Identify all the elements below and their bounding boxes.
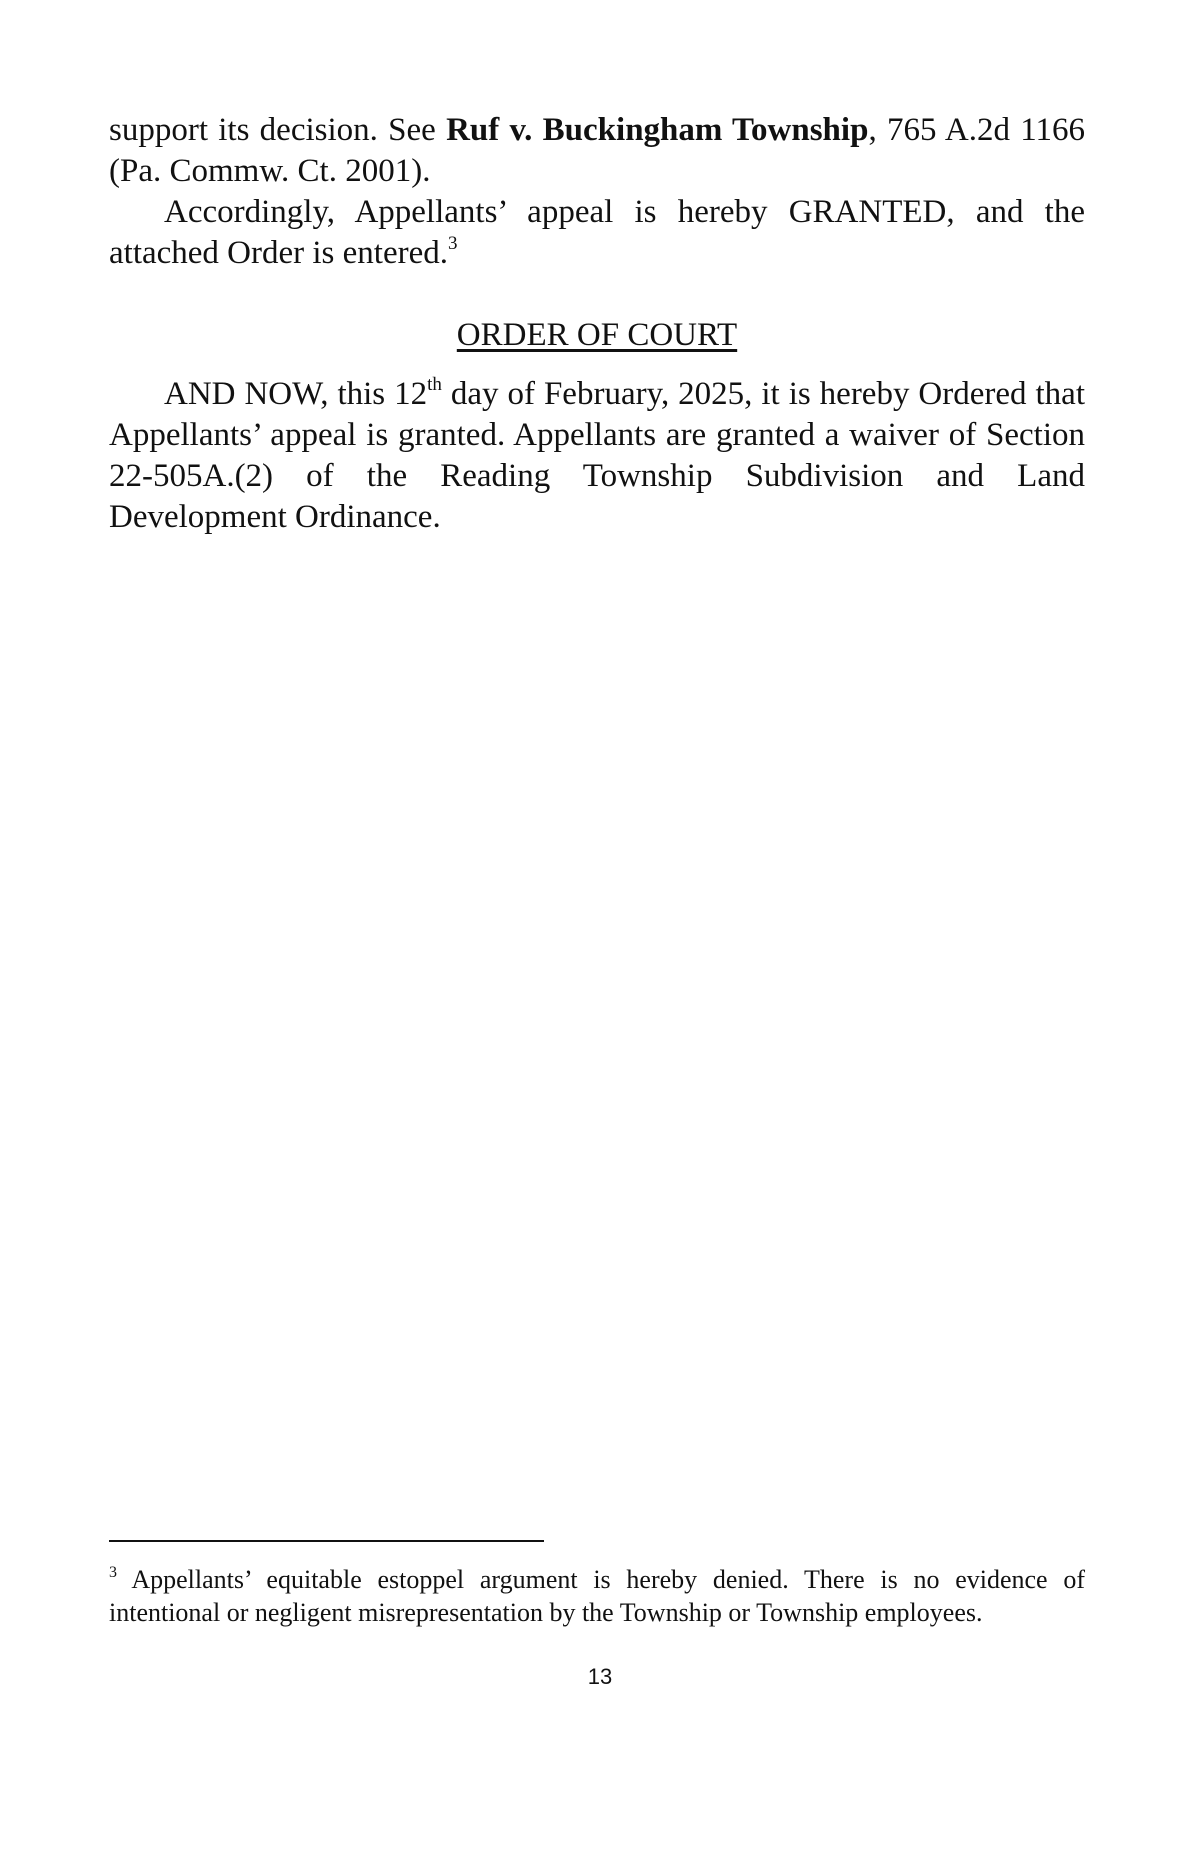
footnote-marker: 3 bbox=[109, 1564, 117, 1581]
page-number: 13 bbox=[587, 1664, 613, 1689]
ordinal-suffix: th bbox=[427, 374, 442, 395]
opinion-text bbox=[109, 110, 1085, 274]
paragraph-text: Accordingly, Appellants’ appeal is hereby GRANTED, and the attached Order is entered. bbox=[109, 194, 1085, 271]
order-text-start: AND NOW, this 12 bbox=[164, 376, 428, 412]
order-text bbox=[109, 374, 1085, 538]
order-heading bbox=[109, 315, 1085, 356]
footnote-text: Appellants’ equitable estoppel argument is hereby denied. There is no evidence of intentional or negligent misrepresentation by the Township or Township employees. bbox=[109, 1565, 1085, 1627]
paragraph-text: support its decision. See bbox=[109, 112, 447, 148]
case-citation-reporter: , 765 A.2d 1166 (Pa. Commw. Ct. 2001). bbox=[109, 112, 1085, 189]
case-citation-name: Ruf v. Buckingham Township bbox=[446, 112, 869, 148]
footnote-separator bbox=[109, 1540, 544, 1542]
order-paragraph bbox=[109, 374, 1085, 538]
paragraph-appeal-granted bbox=[109, 192, 1085, 274]
paragraph-decision-support bbox=[109, 110, 1085, 192]
order-heading-text: ORDER OF COURT bbox=[456, 317, 738, 353]
footnote-reference: 3 bbox=[448, 233, 458, 254]
order-text-rest: day of February, 2025, it is hereby Ordered that Appellants’ appeal is granted. Appellants are granted a waiver of Section 22-505A.(2) of the Reading Township Subdivision and Land Development Ordinance. bbox=[109, 376, 1085, 535]
footnote bbox=[109, 1563, 1085, 1629]
